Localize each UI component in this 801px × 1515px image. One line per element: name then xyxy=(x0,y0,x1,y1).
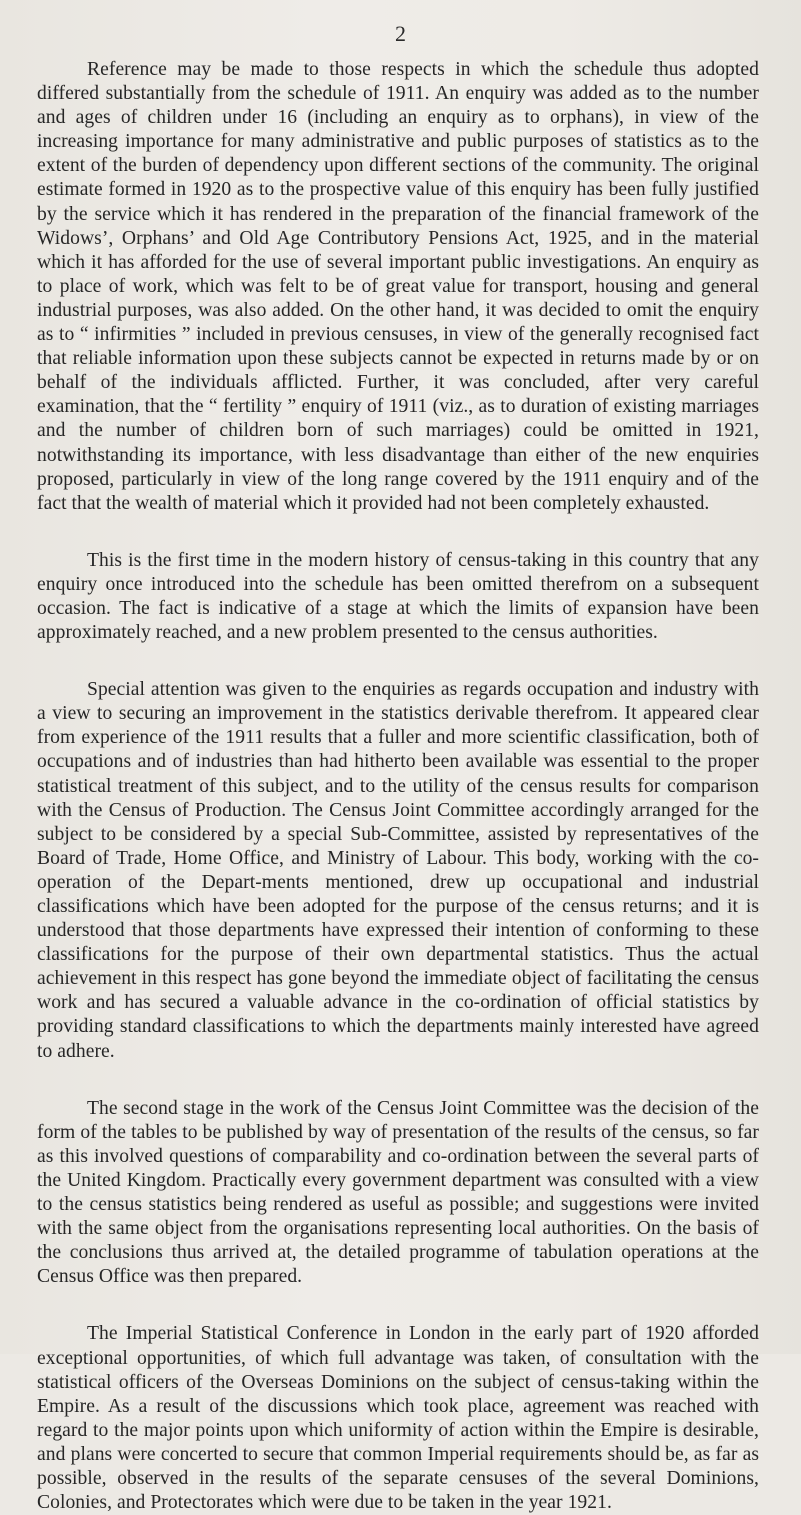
paragraph-schedule-differences: Reference may be made to those respects in which the schedule thus adopted differed substantially from the schedule of 1911. An enquiry was added as to the number and ages of children under 16 (including an enquiry as to orphans), in view of the increasing importance for many administrative and public purposes of statistics as to the extent of the burden of dependency upon different sections of the community. The original estimate formed in 1920 as to the prospective value of this enquiry has been fully justified by the service which it has rendered in the preparation of the financial framework of the Widows’, Orphans’ and Old Age Contributory Pensions Act, 1925, and in the material which it has afforded for the use of several important public investigations. An enquiry as to place of work, which was felt to be of great value for transport, housing and general industrial purposes, was also added. On the other hand, it was decided to omit the enquiry as to “ infirmities ” included in previous censuses, in view of the generally recognised fact that reliable information upon these subjects cannot be expected in returns made by or on behalf of the individuals afflicted. Further, it was concluded, after very careful examination, that the “ fertility ” enquiry of 1911 (viz., as to duration of existing marriages and the number of children born of such marriages) could be omitted in 1921, notwithstanding its importance, with less disadvantage than either of the new enquiries proposed, particularly in view of the long range covered by the 1911 enquiry and of the fact that the wealth of material which it provided had not been completely exhausted. xyxy=(37,59,759,514)
paragraph-tables-form: The second stage in the work of the Census Joint Committee was the decision of the form of the tables to be published by way of presentation of the results of the census, so far as this involved questions of comparability and co-ordination between the several parts of the United Kingdom. Practically every government department was consulted with a view to the census statistics being rendered as useful as possible; and suggestions were invited with the same object from the organisations representing local authorities. On the basis of the conclusions thus arrived at, the detailed programme of tabulation operations at the Census Office was then prepared. xyxy=(37,1097,759,1288)
paragraph-first-omission: This is the first time in the modern history of census-taking in this country that any enquiry once introduced into the schedule has been omitted therefrom on a subsequent occasion. The fact is indicative of a stage at which the limits of expansion have been approximately reached, and a new problem presented to the census authorities. xyxy=(37,549,759,644)
paragraph-occupation-industry: Special attention was given to the enquiries as regards occupation and industry with a view to securing an improvement in the statistics derivable therefrom. It appeared clear from experience of the 1911 results that a fuller and more scientific classification, both of occupations and of industries than had hitherto been available was essential to the proper statistical treatment of this subject, and to the utility of the census results for comparison with the Census of Production. The Census Joint Committee accordingly arranged for the subject to be considered by a special Sub-Committee, assisted by representatives of the Board of Trade, Home Office, and Ministry of Labour. This body, working with the co-operation of the Depart-ments mentioned, drew up occupational and industrial classifications which have been adopted for the purpose of the census returns; and it is understood that those departments have expressed their intention of conforming to these classifications for the purpose of their own departmental statistics. Thus the actual achievement in this respect has gone beyond the immediate object of facilitating the census work and has secured a valuable advance in the co-ordination of official statistics by providing standard classifications to which the departments mainly interested have agreed to adhere. xyxy=(37,679,759,1062)
page-number: 2 xyxy=(395,21,406,46)
paragraph-imperial-conference: The Imperial Statistical Conference in London in the early part of 1920 afforded exceptional opportunities, of which full advantage was taken, of consultation with the statistical officers of the Overseas Dominions on the subject of census-taking within the Empire. As a result of the discussions which took place, agreement was reached with regard to the major points upon which uniformity of action within the Empire is desirable, and plans were concerted to secure that common Imperial requirements should be, as far as possible, observed in the results of the separate censuses of the several Dominions, Colonies, and Protectorates which were due to be taken in the year 1921. xyxy=(37,1323,759,1514)
